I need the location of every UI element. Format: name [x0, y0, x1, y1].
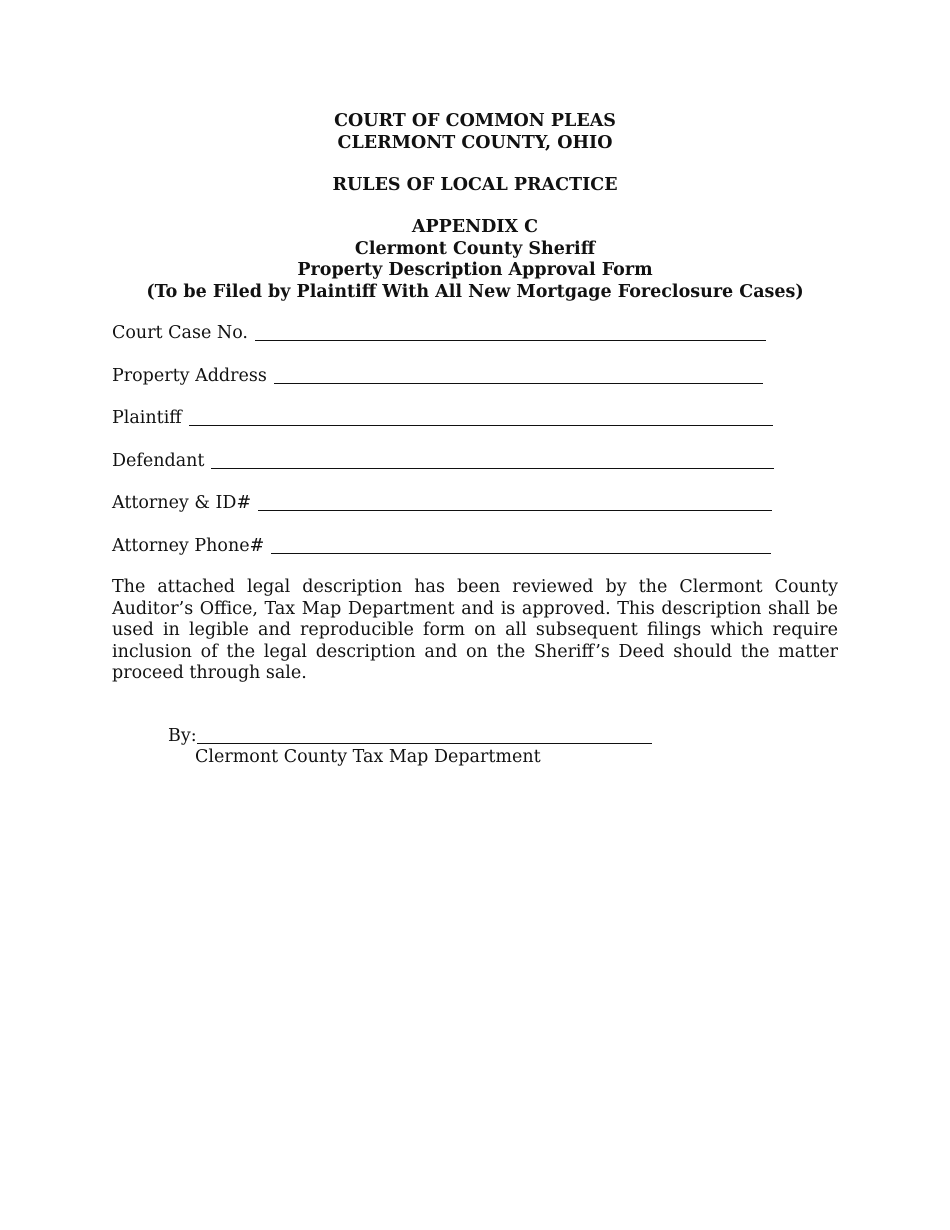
court-case-no-blank[interactable]	[255, 322, 766, 341]
court-case-no-label: Court Case No.	[112, 323, 248, 343]
plaintiff-blank[interactable]	[189, 407, 773, 426]
attorney-id-label: Attorney & ID#	[112, 493, 252, 513]
attorney-id-field	[112, 492, 772, 514]
department-label: Clermont County Tax Map Department	[195, 747, 541, 767]
filing-instruction: (To be Filed by Plaintiff With All New Mortgage Foreclosure Cases)	[146, 281, 804, 302]
defendant-blank[interactable]	[211, 450, 774, 469]
form-title: Property Description Approval Form	[297, 260, 653, 280]
rules-heading	[0, 175, 950, 197]
county-name: CLERMONT COUNTY, OHIO	[337, 132, 613, 153]
appendix-label: APPENDIX C	[411, 217, 539, 237]
court-case-no-field	[112, 322, 766, 344]
defendant-label: Defendant	[112, 451, 205, 471]
signature-line	[168, 725, 652, 747]
property-address-blank[interactable]	[274, 365, 763, 384]
plaintiff-field	[112, 407, 773, 429]
by-label: By:	[168, 726, 197, 746]
attorney-phone-blank[interactable]	[271, 535, 771, 554]
plaintiff-label: Plaintiff	[112, 408, 182, 428]
property-address-label: Property Address	[112, 366, 267, 386]
sheriff-label: Clermont County Sheriff	[354, 238, 596, 259]
approval-paragraph: The attached legal description has been reviewed by the Clermont County Auditor’s Office, Tax Map Department and is approved. This description shall be used in legible and reproducible form on all subsequent filings which require inclusion of the legal description and on the Sheriff’s Deed should the matter proceed through sale.	[112, 577, 838, 683]
defendant-field	[112, 450, 774, 472]
rules-title: RULES OF LOCAL PRACTICE	[332, 175, 618, 195]
court-name: COURT OF COMMON PLEAS	[334, 111, 616, 131]
appendix-heading	[0, 217, 950, 303]
attorney-id-blank[interactable]	[258, 492, 772, 511]
property-address-field	[112, 365, 763, 387]
attorney-phone-label: Attorney Phone#	[112, 536, 265, 556]
court-heading	[0, 111, 950, 154]
signature-blank[interactable]	[197, 725, 652, 744]
attorney-phone-field	[112, 535, 771, 557]
